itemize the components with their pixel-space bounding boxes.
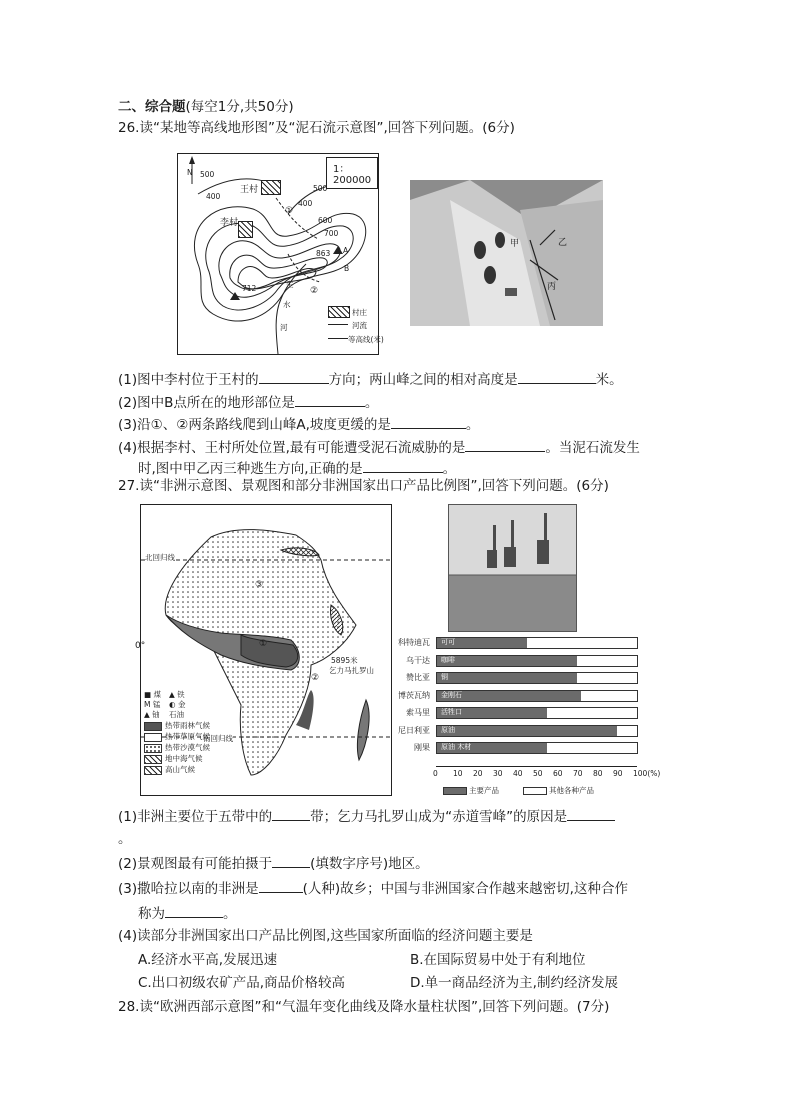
bar-product-label: 原油 木材 [441, 743, 472, 751]
legend-river-swatch [328, 324, 348, 325]
x-tick-label: 70 [573, 769, 583, 778]
answer-blank[interactable] [518, 369, 596, 384]
q27-item-1-end: 。 [118, 831, 132, 847]
q27-item-2: (2)景观图最有可能拍摄于 (填数字序号)地区。 [118, 853, 429, 873]
region-1: ① [259, 639, 268, 649]
answer-blank[interactable] [391, 414, 466, 429]
tropic-north: 北回归线 [145, 553, 175, 562]
bar-total [436, 637, 638, 649]
bar-product-label: 铜 [441, 673, 448, 681]
bar-country-label: 赞比亚 [406, 673, 430, 682]
bar-product-label: 原油 [441, 725, 455, 734]
legend-village: 村庄 [352, 308, 367, 317]
x-tick-label: 60 [553, 769, 563, 778]
debris-flow-photo [410, 180, 603, 326]
x-tick-label: 50 [533, 769, 543, 778]
legend-uranium: ▲ 铀 [144, 710, 160, 719]
q26-item-4: (4)根据李村、王村所处位置,最有可能遭受泥石流威胁的是 。当泥石流发生 [118, 437, 640, 457]
legend-other: 其他各种产品 [549, 786, 594, 795]
peak-712-label: 712 [242, 284, 257, 293]
x-tick-label: 90 [613, 769, 623, 778]
africa-map [135, 504, 392, 796]
q26-item-1: (1)图中李村位于王村的 方向；两山峰之间的相对高度是 米。 [118, 369, 623, 389]
q28-stem: 28.读“欧洲西部示意图”和“气温年变化曲线及降水量柱状图”,回答下列问题。(7分) [118, 999, 610, 1015]
x-tick-label: 40 [513, 769, 523, 778]
mountain-name: 乞力马扎罗山 [329, 666, 374, 675]
escape-jia: 甲 [510, 239, 520, 249]
section-heading [118, 98, 294, 116]
map-scale: 1：200000 [326, 157, 378, 189]
giraffe-illustration [449, 505, 576, 631]
legend-iron: ▲ 铁 [169, 690, 185, 699]
q26-stem: 26.读“某地等高线地形图”及“泥石流示意图”,回答下列问题。(6分) [118, 120, 515, 136]
x-tick-label: 10 [453, 769, 463, 778]
section-title: 二、综合题 [118, 99, 186, 115]
bar-country-label: 尼日利亚 [398, 725, 430, 735]
bar-country-label: 刚果 [414, 743, 430, 752]
answer-blank[interactable] [272, 806, 310, 821]
legend-river: 河流 [352, 321, 367, 330]
legend-mediterranean: 地中海气候 [144, 753, 203, 764]
region-3: ③ [255, 580, 264, 590]
x-tick-label: 80 [593, 769, 603, 778]
bar-country-label: 乌干达 [406, 655, 430, 665]
q27-item-3-cont: 称为 。 [138, 903, 237, 923]
bar-total [436, 707, 638, 719]
bar-total [436, 725, 638, 737]
q27-option-d[interactable]: D.单一商品经济为主,制约经济发展 [410, 975, 618, 991]
q27-stem: 27.读“非洲示意图、景观图和部分非洲国家出口产品比例图”,回答下列问题。(6分) [118, 478, 609, 494]
route-2-label: ② [310, 286, 319, 296]
export-bar-chart [398, 635, 661, 800]
river-char-1: 生 [286, 280, 294, 289]
answer-blank[interactable] [567, 806, 615, 821]
river-char-2: 水 [283, 300, 291, 309]
bar-product-label: 可可 [441, 638, 455, 646]
contour-600: 600 [318, 216, 333, 225]
q27-option-c[interactable]: C.出口初级农矿产品,商品价格较高 [138, 975, 346, 991]
legend-manganese: M 锰 [144, 700, 161, 709]
q27-item-3: (3)撒哈拉以南的非洲是 (人种)故乡；中国与非洲国家合作越来越密切,这种合作 [118, 878, 628, 898]
contour-map [177, 153, 384, 355]
x-axis [436, 766, 637, 767]
debris-flow-illustration [410, 180, 603, 326]
bar-product-label: 金刚石 [441, 690, 462, 699]
point-b-label: B [344, 264, 350, 273]
x-tick-label: 20 [473, 769, 483, 778]
x-tick-label: 30 [493, 769, 503, 778]
bar-total [436, 655, 638, 667]
x-tick-label: 100(%) [633, 769, 661, 778]
answer-blank[interactable] [295, 392, 365, 407]
bar-main-product [437, 656, 577, 666]
q27-option-a[interactable]: A.经济水平高,发展迅速 [138, 952, 278, 968]
legend-main: 主要产品 [469, 786, 499, 795]
mountain-height: 5895米 [331, 656, 358, 665]
bar-main-product [437, 691, 581, 701]
legend-main-swatch [443, 787, 467, 795]
north-label: N [187, 168, 193, 177]
route-1-label: ① [285, 206, 294, 216]
contour-500-b: 500 [313, 184, 328, 193]
q26-item-2: (2)图中B点所在的地形部位是 。 [118, 392, 378, 412]
bar-main-product [437, 726, 617, 736]
equator-label: 0° [135, 641, 146, 651]
q26-item-4-cont: 时,图中甲乙丙三种逃生方向,正确的是 。 [138, 458, 456, 478]
bar-product-label: 活牲口 [441, 708, 462, 716]
bar-country-label: 博茨瓦纳 [398, 690, 430, 700]
q27-item-4: (4)读部分非洲国家出口产品比例图,这些国家所面临的经济问题主要是 [118, 928, 533, 944]
bar-country-label: 索马里 [406, 708, 430, 717]
q26-item-3: (3)沿①、②两条路线爬到山峰A,坡度更缓的是 。 [118, 414, 479, 434]
river-char-3: 河 [280, 323, 288, 332]
escape-bing: 丙 [547, 282, 557, 292]
legend-desert: 热带沙漠气候 [144, 742, 210, 753]
section-note: (每空1分,共50分) [185, 99, 294, 115]
legend-coal: ■ 煤 [144, 690, 161, 699]
legend-gold: ◐ 金 [169, 700, 186, 709]
village-icon [238, 221, 253, 238]
tropic-south: 南回归线 [203, 734, 233, 743]
answer-blank[interactable] [165, 903, 223, 918]
escape-yi: 乙 [558, 238, 568, 248]
bar-total [436, 672, 638, 684]
bar-country-label: 科特迪瓦 [398, 638, 430, 647]
village-li: 李村 [220, 218, 239, 228]
bar-main-product [437, 708, 547, 718]
q27-item-1: (1)非洲主要位于五带中的 带；乞力马扎罗山成为“赤道雪峰”的原因是 [118, 806, 615, 826]
giraffe-photo [448, 504, 577, 632]
contour-400-a: 400 [206, 192, 221, 201]
legend-village-swatch [328, 306, 350, 318]
bar-main-product [437, 673, 577, 683]
legend-highland: 高山气候 [144, 764, 195, 775]
region-2: ② [311, 673, 320, 683]
bar-main-product [437, 743, 547, 753]
village-wang: 王村 [240, 185, 259, 195]
legend-savanna: 热带草原气候 [144, 731, 210, 742]
legend-contour: 等高线(米) [348, 335, 384, 344]
peak-a-height: 863 [316, 249, 331, 258]
x-tick-label: 0 [433, 769, 438, 778]
bar-total [436, 690, 638, 702]
answer-blank[interactable] [465, 437, 545, 452]
answer-blank[interactable] [363, 458, 443, 473]
village-icon [261, 180, 281, 195]
contour-400-b: 400 [298, 199, 313, 208]
contour-500-a: 500 [200, 170, 215, 179]
legend-rainforest: 热带雨林气候 [144, 720, 210, 731]
legend-other-swatch [523, 787, 547, 795]
answer-blank[interactable] [259, 878, 303, 893]
bar-product-label: 咖啡 [441, 655, 455, 664]
peak-a-label: A [343, 246, 349, 255]
answer-blank[interactable] [259, 369, 329, 384]
answer-blank[interactable] [272, 853, 310, 868]
legend-contour-swatch [328, 338, 348, 339]
contour-700: 700 [324, 229, 339, 238]
legend-oil: 石油 [169, 710, 184, 719]
bar-total [436, 742, 638, 754]
q27-option-b[interactable]: B.在国际贸易中处于有利地位 [410, 952, 586, 968]
bar-main-product [437, 638, 527, 648]
